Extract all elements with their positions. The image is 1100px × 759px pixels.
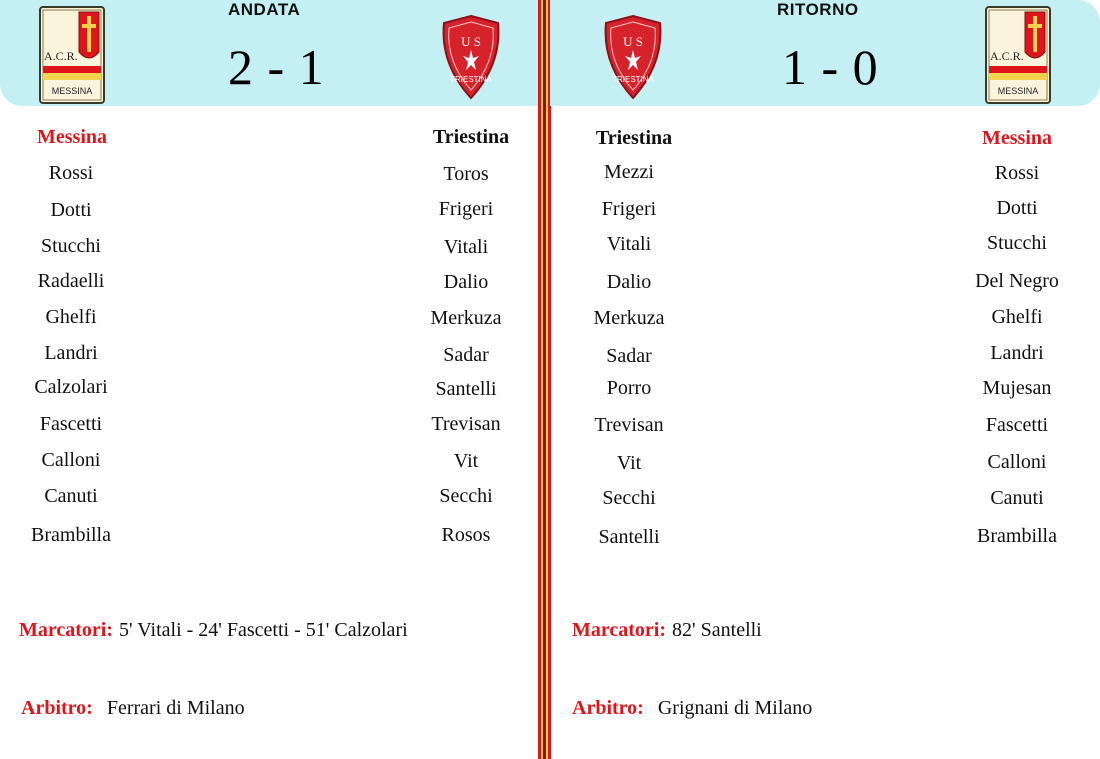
andata-away-player: Toros (443, 163, 489, 185)
andata-home-player: Calloni (41, 449, 101, 471)
ritorno-away-player: Landri (990, 342, 1044, 364)
ritorno-away-player: Ghelfi (991, 306, 1043, 328)
ritorno-referee (572, 697, 812, 720)
ritorno-away-player: Fascetti (985, 414, 1049, 436)
andata-home-player: Brambilla (31, 524, 111, 546)
andata-home-player: Stucchi (41, 235, 101, 257)
andata-panel (0, 0, 542, 759)
andata-home-player: Rossi (48, 162, 94, 184)
andata-away-player: Merkuza (430, 307, 502, 329)
ritorno-away-player: Rossi (994, 162, 1040, 184)
svg-text:TRIESTINA: TRIESTINA (612, 75, 654, 84)
andata-home-team: Messina (37, 126, 107, 148)
andata-away-player: Secchi (439, 485, 493, 507)
andata-home-player: Dotti (50, 199, 92, 221)
ritorno-scorers-value: 82' Santelli (672, 619, 762, 641)
ritorno-home-player: Frigeri (601, 198, 657, 220)
andata-away-player: Rosos (441, 524, 491, 546)
andata-title: ANDATA (228, 0, 301, 19)
andata-away-player: Trevisan (431, 413, 501, 435)
ritorno-scorers (572, 619, 762, 642)
andata-scorers (19, 619, 408, 642)
ritorno-home-team: Triestina (595, 127, 673, 149)
ritorno-away-team: Messina (982, 127, 1052, 149)
andata-scorers-value: 5' Vitali - 24' Fascetti - 51' Calzolari (119, 619, 408, 641)
ritorno-away-player: Canuti (990, 487, 1044, 509)
messina-crest-logo (39, 6, 105, 104)
scorers-label: Marcatori: (19, 619, 114, 641)
ritorno-home-player: Secchi (602, 487, 656, 509)
andata-away-player: Dalio (443, 271, 489, 293)
ritorno-home-player: Vit (616, 452, 642, 474)
triestina-crest-logo (438, 14, 504, 100)
svg-text:A.C.R.: A.C.R. (44, 49, 78, 63)
ritorno-home-player: Dalio (606, 271, 652, 293)
andata-home-player: Radaelli (37, 270, 105, 292)
andata-home-player: Calzolari (34, 376, 108, 398)
ritorno-home-player: Santelli (598, 526, 660, 548)
svg-text:MESSINA: MESSINA (51, 86, 93, 96)
ritorno-away-player: Del Negro (975, 270, 1059, 292)
ritorno-away-player: Mujesan (982, 377, 1052, 399)
andata-home-player: Ghelfi (45, 306, 97, 328)
ritorno-home-player: Mezzi (604, 161, 654, 183)
ritorno-away-player: Brambilla (977, 525, 1057, 547)
ritorno-home-player: Vitali (606, 233, 652, 255)
ritorno-home-player: Sadar (606, 345, 652, 367)
ritorno-score: 1 - 0 (782, 39, 879, 95)
andata-away-player: Vit (453, 450, 479, 472)
scorers-label: Marcatori: (572, 619, 667, 641)
andata-referee-value: Ferrari di Milano (106, 697, 245, 719)
messina-crest-logo (985, 6, 1051, 104)
ritorno-panel (550, 0, 1092, 759)
andata-home-player: Fascetti (39, 413, 103, 435)
andata-away-player: Santelli (435, 378, 497, 400)
svg-text:U S: U S (461, 34, 481, 49)
andata-referee (21, 697, 245, 720)
ritorno-referee-value: Grignani di Milano (657, 697, 813, 719)
ritorno-home-player: Merkuza (593, 307, 665, 329)
ritorno-away-player: Stucchi (987, 232, 1047, 254)
ritorno-away-player: Calloni (987, 451, 1047, 473)
andata-away-player: Frigeri (438, 198, 494, 220)
andata-home-player: Landri (44, 342, 98, 364)
svg-text:MESSINA: MESSINA (997, 86, 1039, 96)
andata-home-player: Canuti (44, 485, 98, 507)
andata-away-team: Triestina (432, 126, 510, 148)
ritorno-home-player: Trevisan (594, 414, 664, 436)
triestina-crest-logo (600, 14, 666, 100)
referee-label: Arbitro: (572, 697, 644, 719)
svg-text:A.C.R.: A.C.R. (990, 49, 1024, 63)
ritorno-title: RITORNO (777, 0, 859, 19)
andata-away-player: Sadar (443, 344, 489, 366)
ritorno-home-player: Porro (606, 377, 652, 399)
andata-score: 2 - 1 (228, 39, 325, 95)
referee-label: Arbitro: (21, 697, 93, 719)
svg-text:TRIESTINA: TRIESTINA (450, 75, 492, 84)
ritorno-away-player: Dotti (996, 197, 1038, 219)
andata-away-player: Vitali (443, 236, 489, 258)
svg-text:U S: U S (623, 34, 643, 49)
